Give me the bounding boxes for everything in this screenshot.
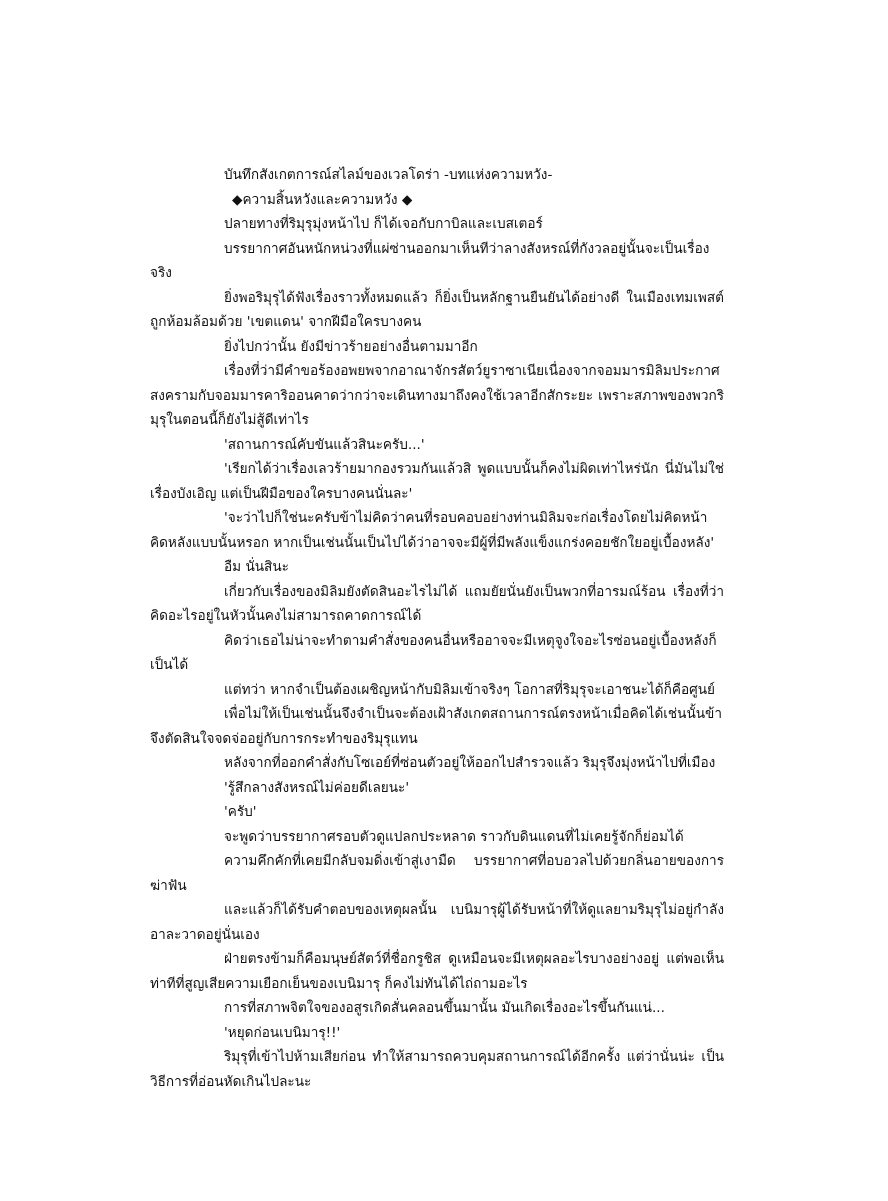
paragraph: ยิ่งพอริมุรุได้ฟังเรื่องราวทั้งหมดแล้ว ก็ยิ่งเป็นหลักฐานยืนยันได้อย่างดี ในเมืองเทมเพสต์ถูกห้อมล้อมด้วย 'เขตแดน' จากฝีมือใครบางคน: [150, 289, 724, 330]
dialogue-line: 'จะว่าไปก็ใช่นะครับข้าไม่คิดว่าคนที่รอบคอบอย่างท่านมิลิมจะก่อเรื่องโดยไม่คิดหน้าคิดหลังแบบนั้นหรอก หากเป็นเช่นนั้นเป็นไปได้ว่าอาจจะมีผู้ที่มีพลังแข็งแกร่งคอยชักใยอยู่เบื้องหลัง': [150, 510, 715, 551]
paragraph: หลังจากที่ออกคำสั่งกับโซเอย์ที่ซ่อนตัวอยู่ให้ออกไปสำรวจแล้ว ริมุรุจึงมุ่งหน้าไปที่เมือง: [224, 755, 716, 771]
paragraph: แต่ทว่า หากจำเป็นต้องเผชิญหน้ากับมิลิมเข้าจริงๆ โอกาสที่ริมุรุจะเอาชนะได้ก็คือศูนย์: [224, 681, 715, 698]
section-heading: ◆ความสิ้นหวังและความหวัง ◆: [232, 191, 413, 208]
paragraph: ริมุรุที่เข้าไปห้ามเสียก่อน ทำให้สามารถควบคุมสถานการณ์ได้อีกครั้ง แต่ว่านั่นน่ะ เป็นวิธีการที่อ่อนหัดเกินไปละนะ: [150, 1049, 724, 1090]
paragraph: เพื่อไม่ให้เป็นเช่นนั้นจึงจำเป็นจะต้องเฝ้าสังเกตสถานการณ์ตรงหน้าเมื่อคิดได้เช่นนั้นข้าจึงตัดสินใจจดจ่ออยู่กับการกระทำของริมุรุแทน: [150, 706, 722, 747]
paragraph: อืม นั่นสินะ: [224, 559, 289, 575]
paragraph: ฝ่ายตรงข้ามก็คือมนุษย์สัตว์ที่ชื่อกรูชิส ดูเหมือนจะมีเหตุผลอะไรบางอย่างอยู่ แต่พอเห็นท่าทีที่สูญเสียความเยือกเย็นของเบนิมารุ ก็คงไม่ทันได้ไถ่ถามอะไร: [150, 951, 724, 992]
dialogue-line: 'สถานการณ์คับขันแล้วสินะครับ...': [224, 436, 425, 453]
paragraph: คิดว่าเธอไม่น่าจะทำตามคำสั่งของคนอื่นหรืออาจจะมีเหตุจูงใจอะไรซ่อนอยู่เบื้องหลังก็เป็นได้: [150, 632, 717, 673]
paragraph: ยิ่งไปกว่านั้น ยังมีข่าวร้ายอย่างอื่นตามมาอีก: [224, 338, 478, 355]
paragraph: ปลายทางที่ริมุรุมุ่งหน้าไป ก็ได้เจอกับกาบิลและเบสเตอร์: [224, 216, 543, 232]
dialogue-line: 'หยุดก่อนเบนิมารุ!!': [224, 1024, 341, 1041]
paragraph: เกี่ยวกับเรื่องของมิลิมยังตัดสินอะไรไม่ได้ แถมยัยนั่นยังเป็นพวกที่อารมณ์ร้อน เรื่องที่ว่าคิดอะไรอยู่ในหัวนั้นคงไม่สามารถคาดการณ์ได้: [150, 583, 724, 624]
dialogue-line: 'ครับ': [224, 804, 257, 820]
dialogue-line: 'รู้สึกลางสังหรณ์ไม่ค่อยดีเลยนะ': [224, 779, 410, 796]
paragraph: ความคึกคักที่เคยมีกลับจมดิ่งเข้าสู่เงามืด บรรยากาศที่อบอวลไปด้วยกลิ่นอายของการฆ่าฟัน: [150, 853, 724, 894]
document-title: บันทึกสังเกตการณ์สไลม์ของเวลโดร่า -บทแห่งความหวัง-: [224, 167, 553, 183]
paragraph: เรื่องที่ว่ามีคำขอร้องอพยพจากอาณาจักรสัตว์ยูราซาเนียเนื่องจากจอมมารมิลิมประกาศสงครามกับจอมมารคาริออนคาดว่ากว่าจะเดินทางมาถึงคงใช้เวลาอีกสักระยะ เพราะสภาพของพวกริมุรุในตอนนี้ก็ยังไม่สู้ดีเท่าไร: [150, 363, 724, 428]
paragraph: และแล้วก็ได้รับคำตอบของเหตุผลนั้น เบนิมารุผู้ได้รับหน้าที่ให้ดูแลยามริมุรุไม่อยู่กำลังอาละวาดอยู่นั่นเอง: [150, 902, 724, 943]
dialogue-line: 'เรียกได้ว่าเรื่องเลวร้ายมากองรวมกันแล้วสิ พูดแบบนั้นก็คงไม่ผิดเท่าไหร่นัก นี่มันไม่ใช่เรื่องบังเอิญ แต่เป็นฝีมือของใครบางคนนั่นละ': [150, 461, 724, 502]
paragraph: บรรยากาศอันหนักหน่วงที่แผ่ซ่านออกมาเห็นทีว่าลางสังหรณ์ที่กังวลอยู่นั้นจะเป็นเรื่องจริง: [150, 240, 710, 281]
paragraph: จะพูดว่าบรรยากาศรอบตัวดูแปลกประหลาด ราวกับดินแดนที่ไม่เคยรู้จักก็ย่อมได้: [224, 828, 684, 845]
document-body: [150, 163, 724, 1094]
paragraph: การที่สภาพจิตใจของอสูรเกิดสั่นคลอนขึ้นมานั้น มันเกิดเรื่องอะไรขึ้นกันแน่...: [224, 1000, 665, 1016]
